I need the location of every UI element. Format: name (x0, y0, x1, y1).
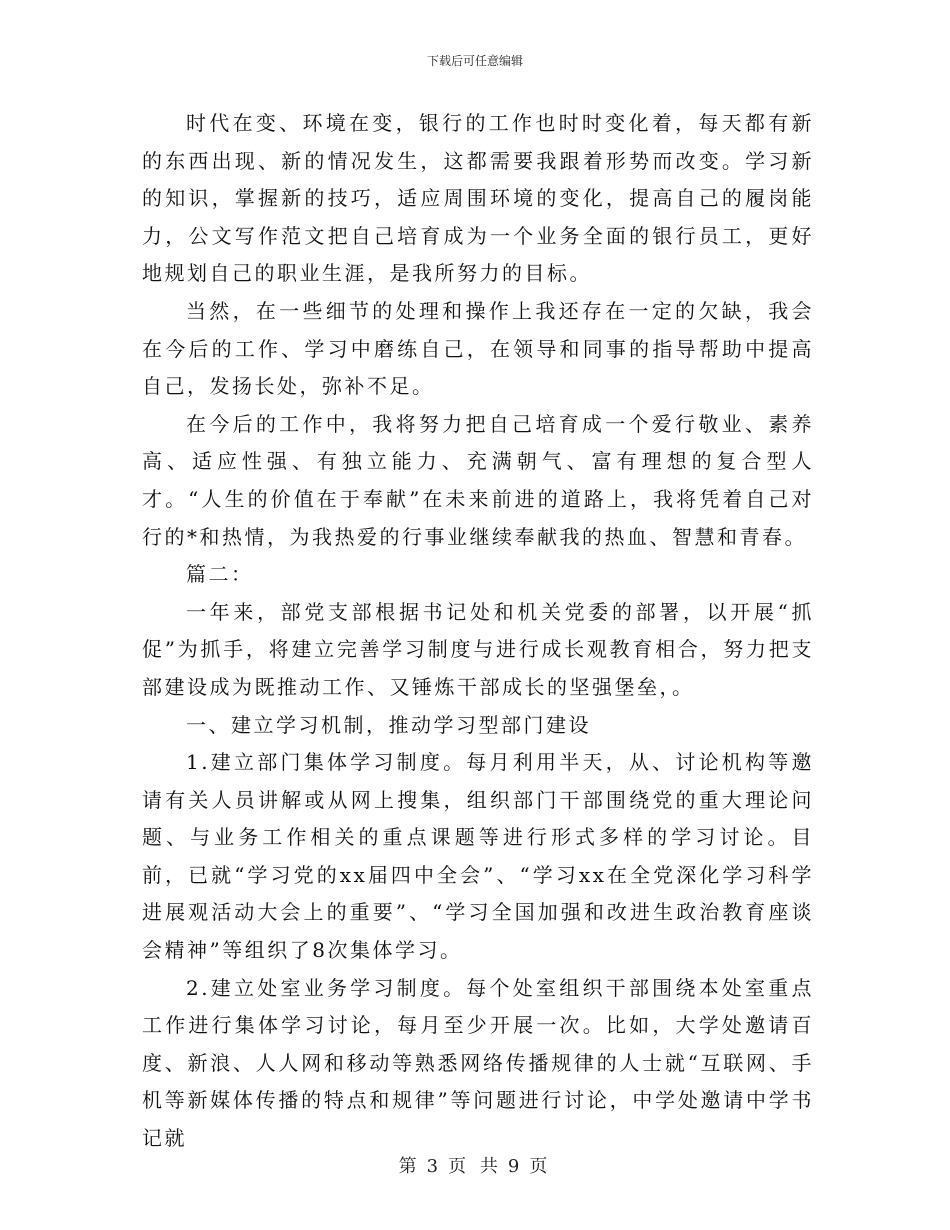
paragraph: 在今后的工作中，我将努力把自己培育成一个爱行敬业、素养高、适应性强、有独立能力、充满朝气、富有理想的复合型人才。“人生的价值在于奉献”在未来前进的道路上，我将凭着自己对行的*和热情，为我热爱的行事业继续奉献我的热血、智慧和青春。 (142, 411, 814, 549)
footer-middle: 页 共 (448, 1156, 502, 1177)
total-pages: 9 (507, 1156, 524, 1177)
footer-prefix: 第 (398, 1156, 421, 1177)
section-heading: 篇二： (186, 562, 254, 587)
paragraph: 时代在变、环境在变，银行的工作也时时变化着，每天都有新的东西出现、新的情况发生，这都需要我跟着形势而改变。学习新的知识，掌握新的技巧，适应周围环境的变化，提高自己的履岗能力，公文写作范文把自己培育成为一个业务全面的银行员工，更好地规划自己的职业生涯，是我所努力的目标。 (142, 111, 814, 286)
document-body (142, 105, 814, 1158)
footer-suffix: 页 (529, 1156, 552, 1177)
paragraph: 2.建立处室业务学习制度。每个处室组织干部围绕本处室重点工作进行集体学习讨论，每月至少开展一次。比如，大学处邀请百度、新浪、人人网和移动等熟悉网络传播规律的人士就“互联网、手机等新媒体传播的特点和规律”等问题进行讨论，中学处邀请中学书记就 (142, 975, 814, 1151)
page-footer (0, 1152, 950, 1178)
page-header-note: 下载后可任意编辑 (426, 54, 523, 68)
page-number: 3 (426, 1156, 443, 1177)
paragraph: 1.建立部门集体学习制度。每月利用半天，从、讨论机构等邀请有关人员讲解或从网上搜集，组织部门干部围绕党的重大理论问题、与业务工作相关的重点课题等进行形式多样的学习讨论。目前，已就“学习党的xx届四中全会”、“学习xx在全党深化学习科学进展观活动大会上的重要”、“学习全国加强和改进生政治教育座谈会精神”等组织了8次集体学习。 (142, 750, 814, 963)
paragraph: 一年来，部党支部根据书记处和机关党委的部署，以开展“抓促”为抓手，将建立完善学习制度与进行成长观教育相合，努力把支部建设成为既推动工作、又锤炼干部成长的坚强堡垒，。 (142, 599, 814, 699)
paragraph: 当然，在一些细节的处理和操作上我还存在一定的欠缺，我会在今后的工作、学习中磨练自己，在领导和同事的指导帮助中提高自己，发扬长处，弥补不足。 (142, 298, 814, 399)
section-heading: 一、建立学习机制，推动学习型部门建设 (186, 712, 591, 737)
